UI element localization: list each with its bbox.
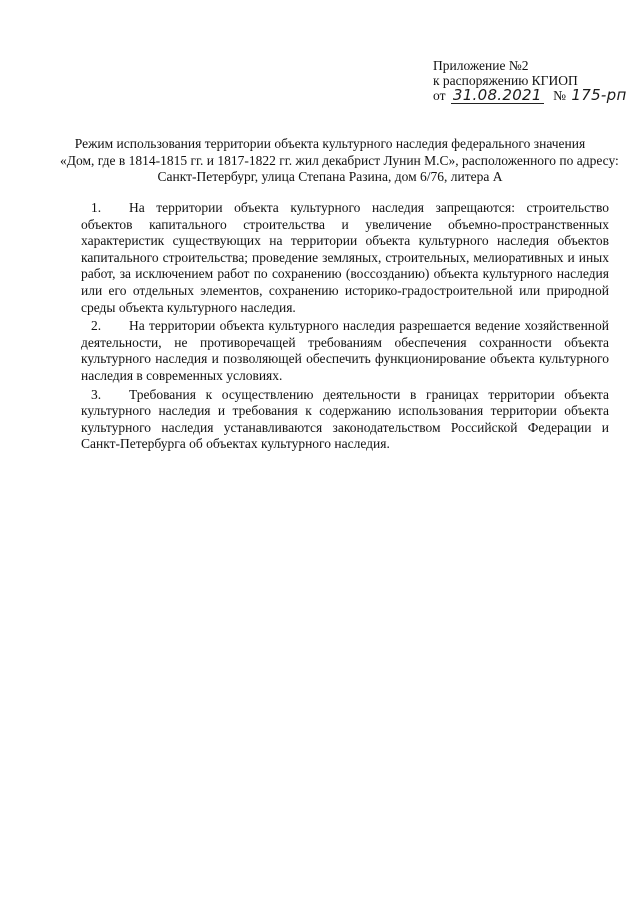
handwritten-number: 175-рп	[571, 86, 627, 104]
paragraph-2	[81, 318, 609, 384]
heading-line-3: Санкт-Петербург, улица Степана Разина, дом 6/76, литера А	[157, 169, 503, 184]
from-label: от	[433, 88, 446, 103]
paragraph-number: 3.	[91, 386, 102, 402]
appendix-block	[433, 58, 633, 104]
paragraph-number: 2.	[91, 318, 102, 334]
appendix-order-reference: к распоряжению КГИОП	[433, 73, 578, 88]
heading-line-1: Режим использования территории объекта культурного наследия федерального значения	[74, 136, 586, 151]
paragraph-number: 1.	[91, 200, 102, 215]
document-body	[81, 200, 609, 455]
number-label: №	[553, 88, 567, 103]
paragraph-1	[81, 200, 609, 316]
paragraph-text: Требования к осуществлению деятельности в границах территории объекта культурного наследия и требования к содержанию использования территории объекта культурного наследия устанавливаются законодательством Российской Федерации и Санкт-Петербурга об объектах культурного наследия.	[81, 386, 609, 452]
paragraph-text: На территории объекта культурного наследия запрещаются: строительство объектов капитального строительства и увеличение объемно-пространственных характеристик существующих на территории объекта культурного наследия объектов капитального строительства; проведение земляных, строительных, мелиоративных и иных работ, за исключением работ по сохранению (воссозданию) объекта культурного наследия или его отдельных элементов, сохранению историко-градостроительной или природной среды объекта культурного наследия.	[81, 200, 609, 315]
appendix-date-line	[433, 88, 633, 104]
appendix-title: Приложение №2	[433, 58, 529, 73]
paragraph-text: На территории объекта культурного наследия разрешается ведение хозяйственной деятельности, не противоречащей требованиям обеспечения сохранности объекта культурного наследия и позволяющей обеспечить функционирование объекта культурного наследия в современных условиях.	[81, 318, 609, 383]
paragraph-3	[81, 387, 609, 453]
heading-line-2: «Дом, где в 1814-1815 гг. и 1817-1822 гг. жил декабрист Лунин М.С», расположенного по адресу:	[60, 152, 619, 168]
handwritten-date: 31.08.2021	[452, 86, 542, 104]
document-heading	[60, 136, 619, 186]
